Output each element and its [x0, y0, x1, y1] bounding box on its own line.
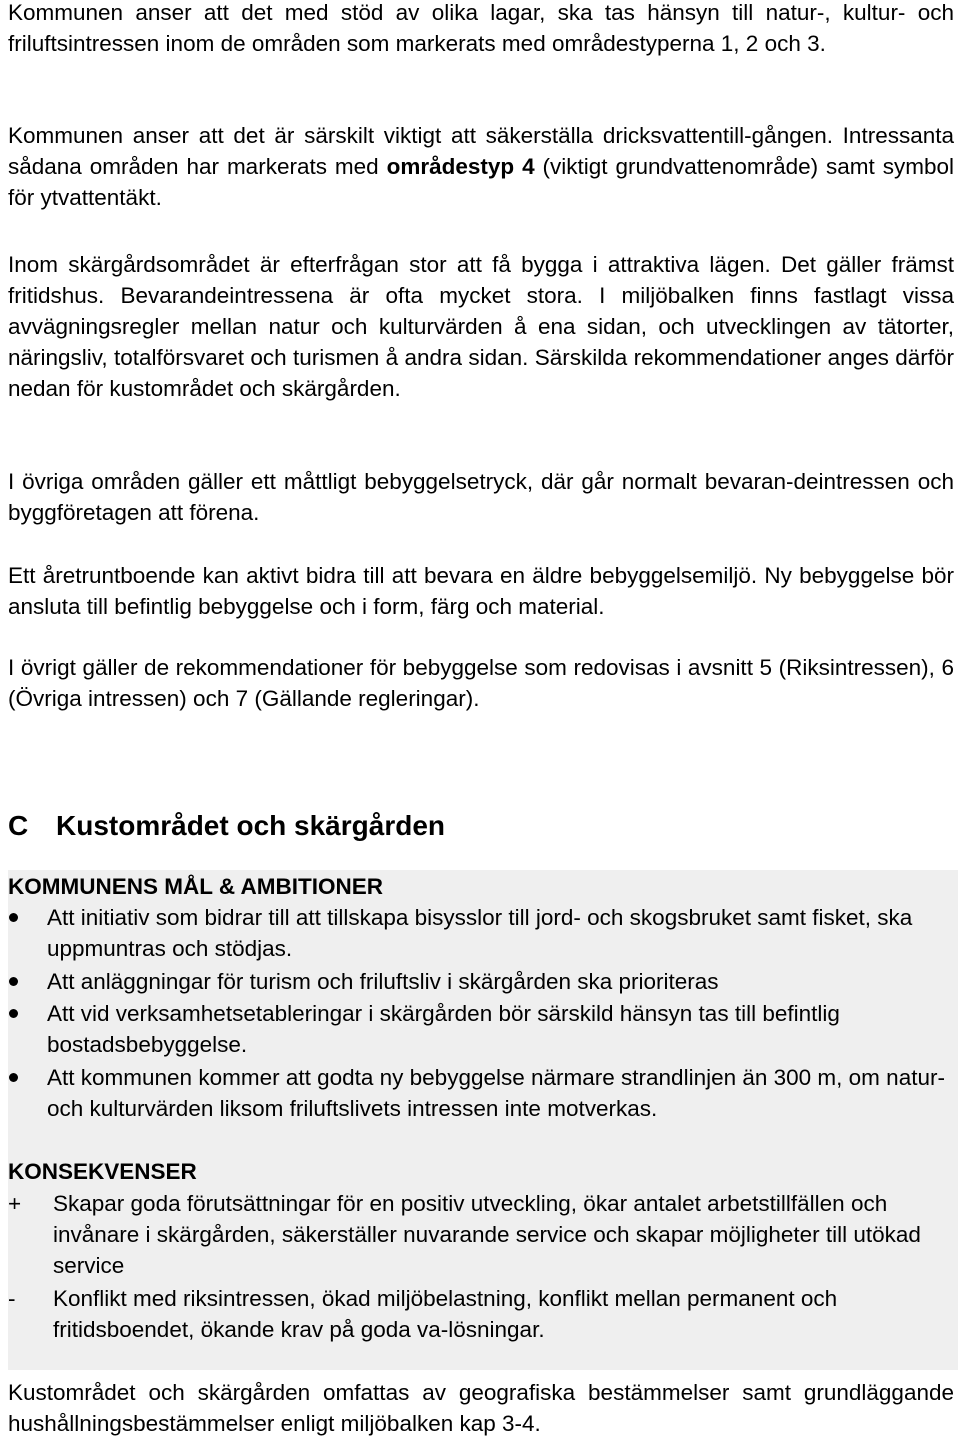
minus-sign: -	[8, 1286, 16, 1311]
goal-list-item	[8, 902, 948, 964]
paragraph-regulations: Kustområdet och skärgården omfattas av geografiska bestämmelser samt grundläggande hushållningsbestämmelser enligt miljöbalken kap 3-4.	[8, 1380, 954, 1436]
consequence-negative	[8, 1283, 948, 1345]
bullet-icon	[9, 913, 18, 922]
goal-list-item	[8, 998, 948, 1060]
goal-text: Att anläggningar för turism och friluftsliv i skärgården ska prioriteras	[47, 969, 719, 994]
bullet-icon	[9, 977, 18, 986]
plus-sign: +	[8, 1191, 22, 1216]
consequence-text: Skapar goda förutsättningar för en positiv utveckling, ökar antalet arbetstillfällen och invånare i skärgården, säkerställer nuvarande service och skapar möjligheter till utökad service	[53, 1191, 921, 1278]
goal-text: Att initiativ som bidrar till att tillskapa bisysslor till jord- och skogsbruket samt fisket, ska uppmuntras och stödjas.	[47, 905, 913, 961]
bullet-icon	[9, 1009, 18, 1018]
goals-heading: KOMMUNENS MÅL & AMBITIONER	[8, 874, 383, 899]
consequence-positive	[8, 1188, 948, 1281]
paragraph-archipelago-demand: Inom skärgårdsområdet är efterfrågan stor att få bygga i attraktiva lägen. Det gäller främst fritidshus. Bevarandeintressena är ofta mycket stora. I miljöbalken finns fastlagt vissa avvägningsregler mellan natur och kulturvärden å ena sidan, och utvecklingen av tätorter, näringsliv, totalförsvaret och turismen å andra sidan. Särskilda rekommendationer anges därför nedan för kustområdet och skärgården.	[8, 252, 954, 401]
goal-text: Att vid verksamhetsetableringar i skärgården bör särskild hänsyn tas till befintlig bostadsbebyggelse.	[47, 1001, 840, 1057]
paragraph-other-recommendations: I övrigt gäller de rekommendationer för bebyggelse som redovisas i avsnitt 5 (Riksintressen), 6 (Övriga intressen) och 7 (Gällande regleringar).	[8, 655, 954, 711]
paragraph-drinking-water-bold: områdestyp 4	[386, 154, 535, 179]
section-letter: C	[8, 810, 29, 841]
paragraph-drinking-water	[8, 120, 954, 213]
paragraph-drinking-water-text-a: Kommunen anser att det är särskilt viktigt att säkerställa dricksvattentill-gången. Intressanta sådana områden har markerats med	[8, 123, 954, 179]
goal-list-item	[8, 1062, 948, 1124]
bullet-icon	[9, 1073, 18, 1082]
section-title: Kustområdet och skärgården	[56, 810, 445, 841]
consequence-text: Konflikt med riksintressen, ökad miljöbelastning, konflikt mellan permanent och fritidsboendet, ökande krav på goda va-lösningar.	[53, 1286, 838, 1342]
goal-text: Att kommunen kommer att godta ny bebyggelse närmare strandlinjen än 300 m, om natur- och kulturvärden liksom friluftslivets intressen inte motverkas.	[47, 1065, 945, 1121]
paragraph-other-areas: I övriga områden gäller ett måttligt bebyggelsetryck, där går normalt bevaran-deintressen och byggföretagen att förena.	[8, 469, 954, 525]
consequences-heading: KONSEKVENSER	[8, 1159, 197, 1184]
paragraph-natural-cultural-interests: Kommunen anser att det med stöd av olika lagar, ska tas hänsyn till natur-, kultur- och friluftsintressen inom de områden som markerats med områdestyperna 1, 2 och 3.	[8, 0, 954, 56]
section-heading	[8, 806, 445, 846]
goal-list-item	[8, 966, 948, 997]
paragraph-drinking-water-text-b: (viktigt grundvattenområde) samt symbol för ytvattentäkt.	[8, 154, 954, 210]
paragraph-year-round-living: Ett åretruntboende kan aktivt bidra till att bevara en äldre bebyggelsemiljö. Ny bebyggelse bör ansluta till befintlig bebyggelse och i form, färg och material.	[8, 563, 954, 619]
goals-consequences-box	[8, 870, 958, 1370]
